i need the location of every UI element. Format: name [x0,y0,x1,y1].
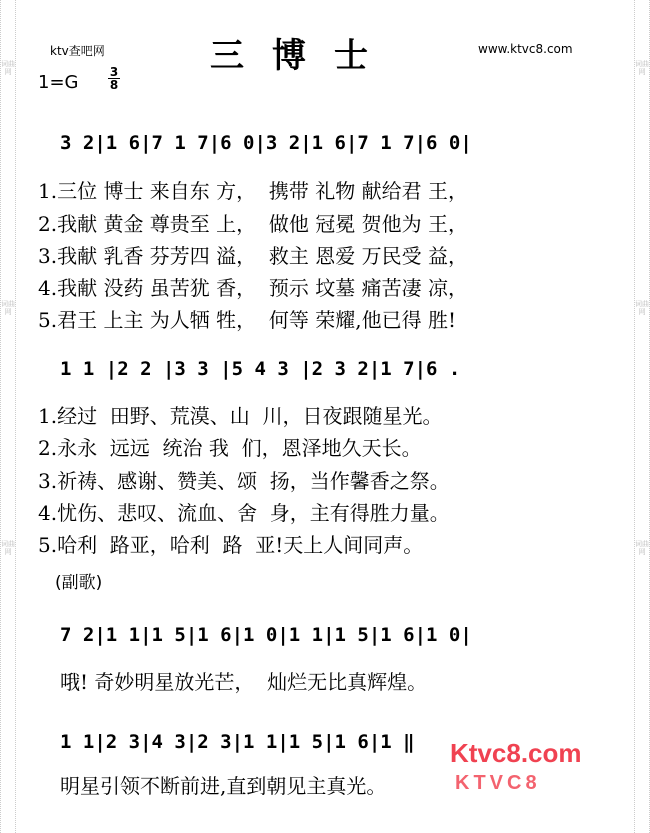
lyric-line: 1.经过 田野、荒漠、山 川，日夜跟随星光。 [38,404,443,428]
lyric-line: 4.忧伤、悲叹、流血、舍 身，主有得胜力量。 [38,501,450,525]
lyric-line: 2.我献 黄金 尊贵至 上， 做他 冠冕 贺他为 王， [38,212,468,236]
left-margin-strip [0,0,16,833]
site-name: ktv查吧网 [50,44,105,58]
lyric-line: 5.哈利 路亚，哈利 路 亚!天上人间同声。 [38,533,424,557]
lyric-line: 3.祈祷、感谢、赞美、颂 扬，当作馨香之祭。 [38,469,450,493]
meter-bottom: 8 [109,78,119,92]
key-signature: 1=G [38,72,79,93]
song-title: 三博士 [210,36,396,76]
lyric-line: 3.我献 乳香 芬芳四 溢， 救主 恩爱 万民受 益， [38,244,468,268]
score-line-4: 1 1|2 3|4 3|2 3|1 1|1 5|1 6|1 ‖ [60,731,415,753]
score-line-2: 1 1 |2 2 |3 3 |5 4 3 |2 3 2|1 7|6 . [60,358,461,380]
edge-text: 词曲网 [1,60,15,76]
edge-text: 词曲网 [635,300,649,316]
lyric-line: 明星引领不断前进,直到朝见主真光。 [60,774,387,798]
lyric-line: 1.三位 博士 来自东 方， 携带 礼物 献给君 王， [38,179,468,203]
score-line-1: 3 2|1 6|7 1 7|6 0|3 2|1 6|7 1 7|6 0| [60,132,472,154]
time-signature [108,66,120,91]
watermark-logo: Ktvc8.com [450,738,582,768]
edge-text: 词曲网 [635,60,649,76]
lyric-line: 4.我献 没药 虽苦犹 香， 预示 坟墓 痛苦凄 凉， [38,276,468,300]
watermark-logo-2: KTVC8 [455,772,541,794]
score-line-3: 7 2|1 1|1 5|1 6|1 0|1 1|1 5|1 6|1 0| [60,624,472,646]
lyric-line: 哦! 奇妙明星放光芒， 灿烂无比真辉煌。 [60,670,428,694]
chorus-label: (副歌) [55,573,103,593]
edge-text: 词曲网 [1,300,15,316]
edge-text: 词曲网 [635,540,649,556]
lyric-line: 5.君王 上主 为人牺 牲， 何等 荣耀,他已得 胜! [38,308,456,332]
edge-text: 词曲网 [1,540,15,556]
lyric-line: 2.永永 远远 统治 我 们，恩泽地久天长。 [38,436,422,460]
site-url: www.ktvc8.com [478,42,573,56]
meter-top: 3 [109,65,119,79]
right-margin-strip [634,0,650,833]
